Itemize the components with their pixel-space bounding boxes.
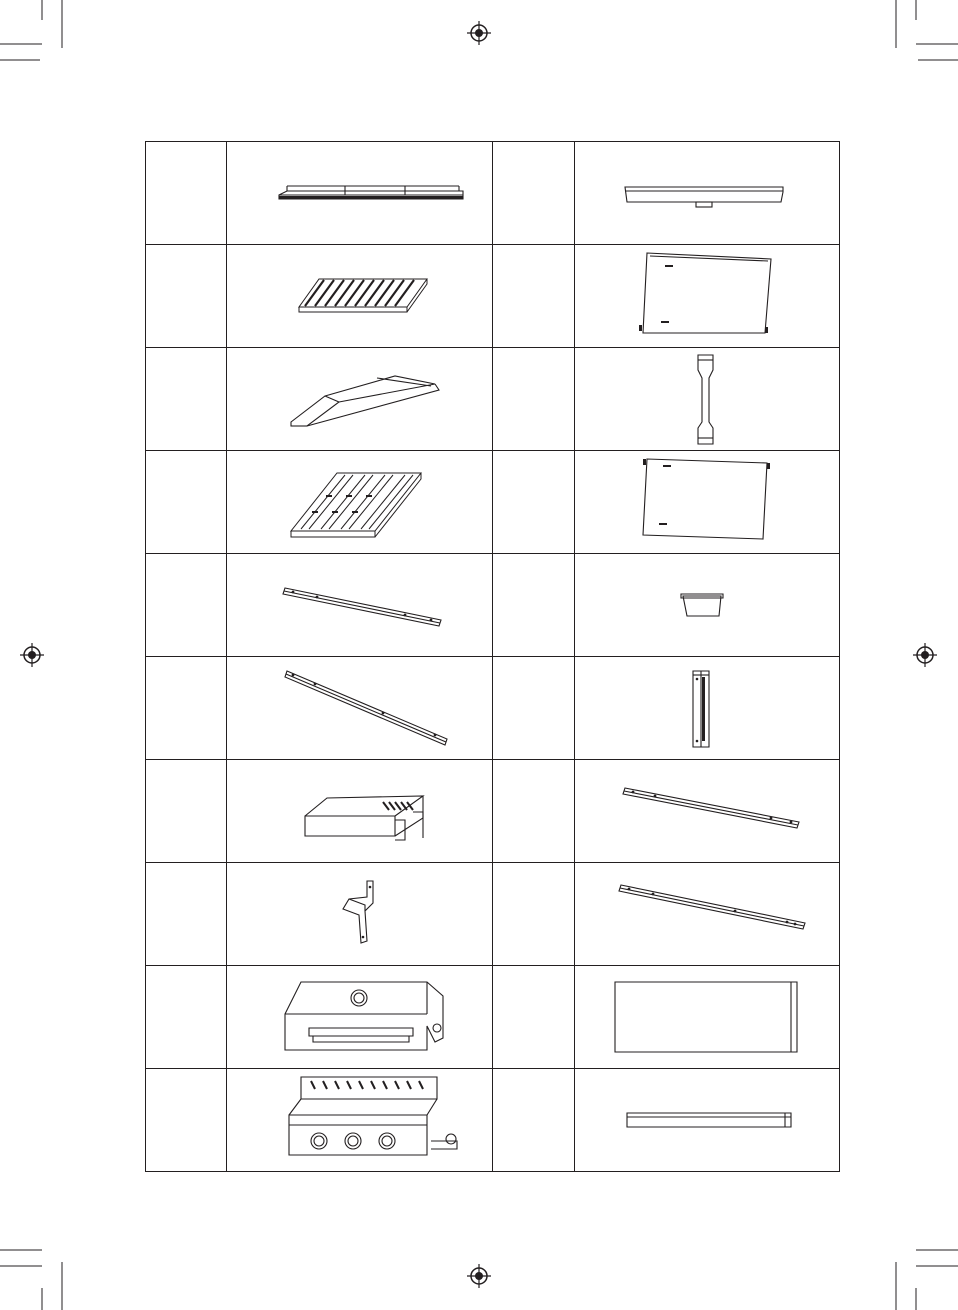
heat-shield-icon	[227, 348, 493, 450]
registration-mark-top	[467, 21, 491, 45]
registration-mark-left	[20, 643, 44, 667]
part-number-cell	[493, 966, 575, 1069]
table-row	[146, 348, 840, 451]
part-image-cell	[575, 657, 840, 760]
table-row	[146, 554, 840, 657]
part-image-cell	[227, 1069, 493, 1172]
part-image-cell	[227, 245, 493, 348]
vertical-bracket-icon	[575, 657, 840, 759]
cooking-grate-icon	[227, 245, 493, 347]
table-row	[146, 245, 840, 348]
part-image-cell	[575, 245, 840, 348]
part-number-cell	[493, 245, 575, 348]
part-image-cell	[227, 966, 493, 1069]
side-panel-left-icon	[575, 245, 840, 347]
grease-tray-icon	[227, 760, 493, 862]
part-number-cell	[493, 863, 575, 966]
part-image-cell	[227, 554, 493, 657]
flame-tamer-grate-icon	[227, 451, 493, 553]
back-panel-icon	[575, 966, 840, 1068]
part-number-cell	[493, 760, 575, 863]
side-panel-right-icon	[575, 451, 840, 553]
parts-list-table	[145, 141, 840, 1172]
part-number-cell	[146, 760, 227, 863]
part-image-cell	[575, 142, 840, 245]
table-row	[146, 863, 840, 966]
table-row	[146, 760, 840, 863]
part-image-cell	[227, 863, 493, 966]
part-number-cell	[146, 142, 227, 245]
part-image-cell	[227, 348, 493, 451]
registration-mark-bottom	[467, 1264, 491, 1288]
part-image-cell	[227, 451, 493, 554]
part-number-cell	[493, 451, 575, 554]
mounting-bracket-icon	[227, 863, 493, 965]
part-number-cell	[146, 554, 227, 657]
part-image-cell	[227, 657, 493, 760]
part-image-cell	[575, 966, 840, 1069]
cross-bar-icon	[575, 760, 840, 862]
firebox-control-panel-icon	[227, 1069, 493, 1171]
part-image-cell	[227, 142, 493, 245]
part-image-cell	[575, 760, 840, 863]
short-rail-icon	[227, 554, 493, 656]
part-image-cell	[575, 863, 840, 966]
part-number-cell	[493, 348, 575, 451]
part-image-cell	[575, 1069, 840, 1172]
grease-cup-icon	[575, 554, 840, 656]
part-image-cell	[575, 348, 840, 451]
part-number-cell	[493, 1069, 575, 1172]
part-number-cell	[146, 245, 227, 348]
part-image-cell	[575, 451, 840, 554]
part-number-cell	[146, 657, 227, 760]
part-image-cell	[575, 554, 840, 657]
part-number-cell	[146, 348, 227, 451]
part-number-cell	[146, 451, 227, 554]
support-strap-icon	[575, 348, 840, 450]
bottom-bar-icon	[575, 1069, 840, 1171]
table-row	[146, 142, 840, 245]
long-rail-icon	[227, 657, 493, 759]
part-image-cell	[227, 760, 493, 863]
rear-bar-icon	[227, 142, 493, 244]
cross-bar-long-icon	[575, 863, 840, 965]
part-number-cell	[493, 142, 575, 245]
part-number-cell	[146, 1069, 227, 1172]
table-row	[146, 1069, 840, 1172]
part-number-cell	[146, 966, 227, 1069]
part-number-cell	[493, 657, 575, 760]
part-number-cell	[146, 863, 227, 966]
table-row	[146, 451, 840, 554]
registration-mark-right	[913, 643, 937, 667]
table-row	[146, 657, 840, 760]
table-row	[146, 966, 840, 1069]
grill-lid-icon	[227, 966, 493, 1068]
part-number-cell	[493, 554, 575, 657]
front-bar-icon	[575, 142, 840, 244]
